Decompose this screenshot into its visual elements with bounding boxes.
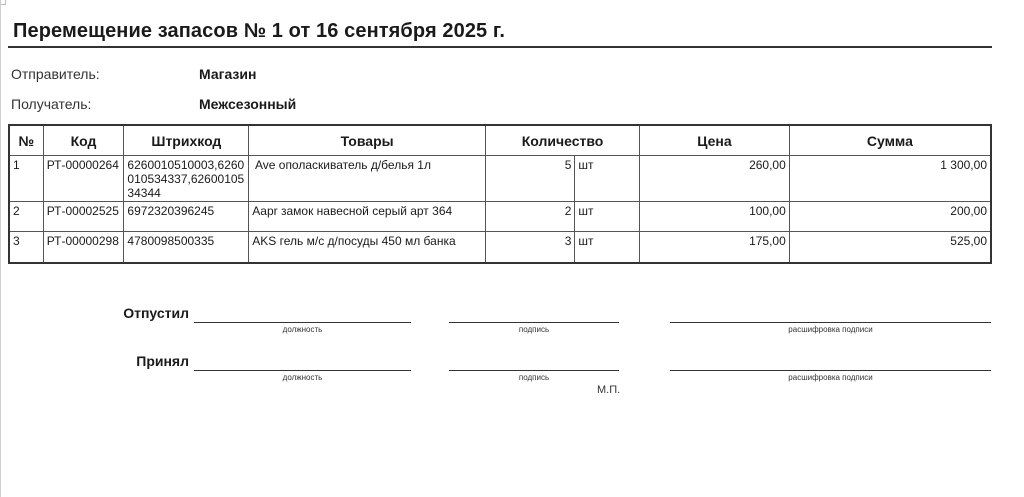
row-sum: 1 300,00 [789, 156, 991, 202]
row-product: AKS гель м/с д/посуды 450 мл банка [249, 232, 486, 264]
received-signature-line [449, 370, 619, 371]
row-product: Ave ополаскиватель д/белья 1л [249, 156, 486, 202]
row-code: РТ-00000264 [43, 156, 124, 202]
row-quantity: 5 [485, 156, 574, 202]
row-product: Aapr замок навесной серый арт 364 [249, 202, 486, 232]
header-number: № [9, 125, 43, 156]
received-label: Принял [136, 353, 189, 369]
header-code: Код [43, 125, 124, 156]
row-price: 175,00 [640, 232, 790, 264]
stamp-place-label: М.П. [597, 384, 621, 396]
title-divider [8, 46, 992, 48]
released-position-caption: должность [282, 325, 323, 334]
row-unit: шт [575, 232, 640, 264]
received-signature-caption: подпись [518, 373, 550, 382]
receiver-value: Межсезонный [199, 96, 297, 112]
released-decoding-caption: расшифровка подписи [788, 325, 873, 334]
released-position-line [194, 322, 411, 323]
released-signature-line [449, 322, 619, 323]
row-quantity: 2 [485, 202, 574, 232]
row-index: 2 [9, 202, 43, 232]
page-corner-mark [1, 0, 6, 5]
document-title: Перемещение запасов № 1 от 16 сентября 2025 г. [13, 20, 506, 42]
header-product: Товары [249, 125, 486, 156]
received-decoding-line [670, 370, 991, 371]
row-price: 260,00 [640, 156, 790, 202]
receiver-label: Получатель: [11, 96, 92, 112]
table-row [9, 202, 991, 232]
released-label: Отпустил [123, 305, 189, 321]
row-sum: 200,00 [789, 202, 991, 232]
sender-label: Отправитель: [11, 66, 100, 82]
row-sum: 525,00 [789, 232, 991, 264]
released-signature-caption: подпись [518, 325, 550, 334]
header-barcode: Штрихкод [124, 125, 249, 156]
items-table [8, 124, 992, 264]
row-barcode: 4780098500335 [124, 232, 249, 264]
released-decoding-line [670, 322, 991, 323]
row-quantity: 3 [485, 232, 574, 264]
page-edge [0, 0, 1, 497]
sender-value: Магазин [199, 66, 257, 82]
received-position-caption: должность [282, 373, 323, 382]
received-decoding-caption: расшифровка подписи [788, 373, 873, 382]
row-index: 1 [9, 156, 43, 202]
row-barcode: 6260010510003,6260010534337,6260010534344 [124, 156, 249, 202]
header-sum: Сумма [789, 125, 991, 156]
row-price: 100,00 [640, 202, 790, 232]
row-barcode: 6972320396245 [124, 202, 249, 232]
table-row [9, 232, 991, 264]
table-header-row [9, 125, 991, 156]
row-code: РТ-00002525 [43, 202, 124, 232]
row-index: 3 [9, 232, 43, 264]
header-price: Цена [640, 125, 790, 156]
row-unit: шт [575, 156, 640, 202]
row-code: РТ-00000298 [43, 232, 124, 264]
received-position-line [194, 370, 411, 371]
header-quantity: Количество [485, 125, 639, 156]
table-row [9, 156, 991, 202]
row-unit: шт [575, 202, 640, 232]
